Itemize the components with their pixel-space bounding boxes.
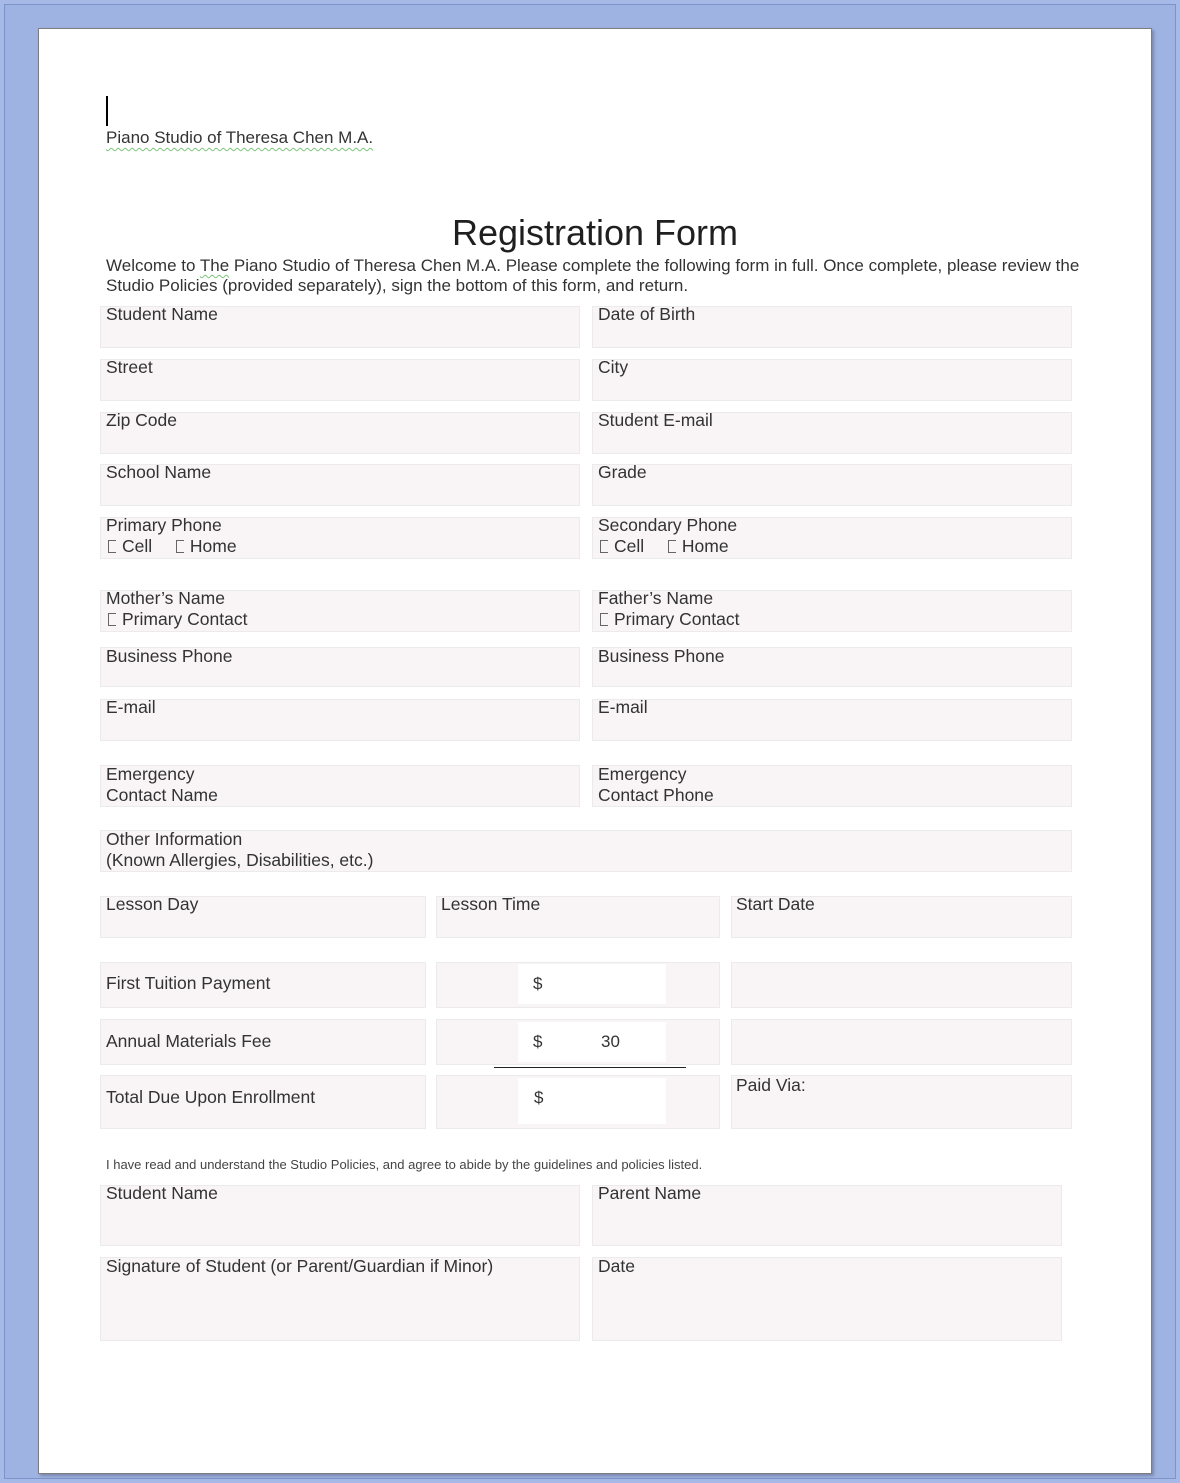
secondary-phone-options — [600, 536, 729, 557]
checkbox-icon[interactable] — [108, 613, 116, 626]
cell-option-label: Cell — [614, 536, 645, 556]
zip-code-label: Zip Code — [106, 410, 178, 430]
father-primary-contact — [600, 609, 739, 630]
student-email-label: Student E-mail — [598, 410, 713, 430]
primary-phone-label: Primary Phone — [106, 515, 222, 535]
studio-name: Piano Studio of Theresa Chen M.A. — [106, 128, 374, 147]
email-label: E-mail — [598, 697, 648, 717]
annual-materials-label: Annual Materials Fee — [106, 1031, 272, 1051]
grade-field[interactable] — [592, 464, 1072, 506]
currency-symbol: $ — [533, 974, 543, 993]
contact-phone-label: Contact Phone — [598, 785, 714, 805]
contact-name-label: Contact Name — [106, 785, 218, 805]
first-tuition-extra-cell[interactable] — [731, 962, 1072, 1008]
fathers-name-label: Father’s Name — [598, 588, 714, 608]
business-phone-label: Business Phone — [106, 646, 233, 666]
parent-name-label: Parent Name — [598, 1183, 702, 1203]
mother-email-field[interactable] — [100, 699, 580, 741]
intro-welcome: Welcome to — [106, 256, 200, 275]
signature-label: Signature of Student (or Parent/Guardian if Minor) — [106, 1256, 494, 1276]
secondary-phone-label: Secondary Phone — [598, 515, 738, 535]
father-email-field[interactable] — [592, 699, 1072, 741]
first-tuition-label: First Tuition Payment — [106, 973, 271, 993]
checkbox-icon[interactable] — [668, 540, 676, 553]
checkbox-icon[interactable] — [176, 540, 184, 553]
paid-via-label: Paid Via: — [736, 1075, 806, 1095]
city-field[interactable] — [592, 359, 1072, 401]
currency-symbol: $ — [534, 1088, 544, 1107]
primary-phone-options — [108, 536, 237, 557]
city-label: City — [598, 357, 629, 377]
start-date-label: Start Date — [736, 894, 815, 914]
signature-date-field[interactable] — [592, 1257, 1062, 1341]
mother-primary-contact — [108, 609, 247, 630]
email-label: E-mail — [106, 697, 156, 717]
agreement-text: I have read and understand the Studio Policies, and agree to abide by the guidelines and policies listed. — [106, 1157, 703, 1172]
student-name-label: Student Name — [106, 304, 218, 324]
street-field[interactable] — [100, 359, 580, 401]
primary-contact-label: Primary Contact — [122, 609, 248, 629]
checkbox-icon[interactable] — [600, 540, 608, 553]
emergency-label: Emergency — [598, 764, 687, 784]
date-of-birth-label: Date of Birth — [598, 304, 696, 324]
home-option-label: Home — [189, 536, 237, 556]
text-cursor — [106, 96, 108, 126]
intro-the: The — [199, 256, 230, 275]
materials-amount-value: 30 — [601, 1032, 620, 1051]
annual-materials-extra-cell[interactable] — [731, 1019, 1072, 1065]
signature-date-label: Date — [598, 1256, 635, 1276]
lesson-day-label: Lesson Day — [106, 894, 199, 914]
primary-contact-label: Primary Contact — [614, 609, 740, 629]
intro-text — [106, 256, 1096, 296]
other-information-label: Other Information — [106, 829, 243, 849]
grade-label: Grade — [598, 462, 647, 482]
total-due-label: Total Due Upon Enrollment — [106, 1087, 316, 1107]
other-information-hint: (Known Allergies, Disabilities, etc.) — [106, 850, 374, 870]
sign-student-name-label: Student Name — [106, 1183, 218, 1203]
street-label: Street — [106, 357, 153, 377]
sum-rule — [494, 1067, 686, 1068]
school-name-label: School Name — [106, 462, 212, 482]
intro-rest: Piano Studio of Theresa Chen M.A. Please complete the following form in full. Once complete, please review the Studio Policies (provided separately), sign the bottom of this form, and return. — [106, 256, 1080, 295]
mothers-name-label: Mother’s Name — [106, 588, 225, 608]
emergency-label: Emergency — [106, 764, 195, 784]
checkbox-icon[interactable] — [108, 540, 116, 553]
home-option-label: Home — [681, 536, 729, 556]
business-phone-label: Business Phone — [598, 646, 725, 666]
lesson-time-label: Lesson Time — [441, 894, 541, 914]
form-title: Registration Form — [451, 212, 739, 253]
cell-option-label: Cell — [122, 536, 153, 556]
currency-symbol: $ — [533, 1032, 543, 1051]
checkbox-icon[interactable] — [600, 613, 608, 626]
